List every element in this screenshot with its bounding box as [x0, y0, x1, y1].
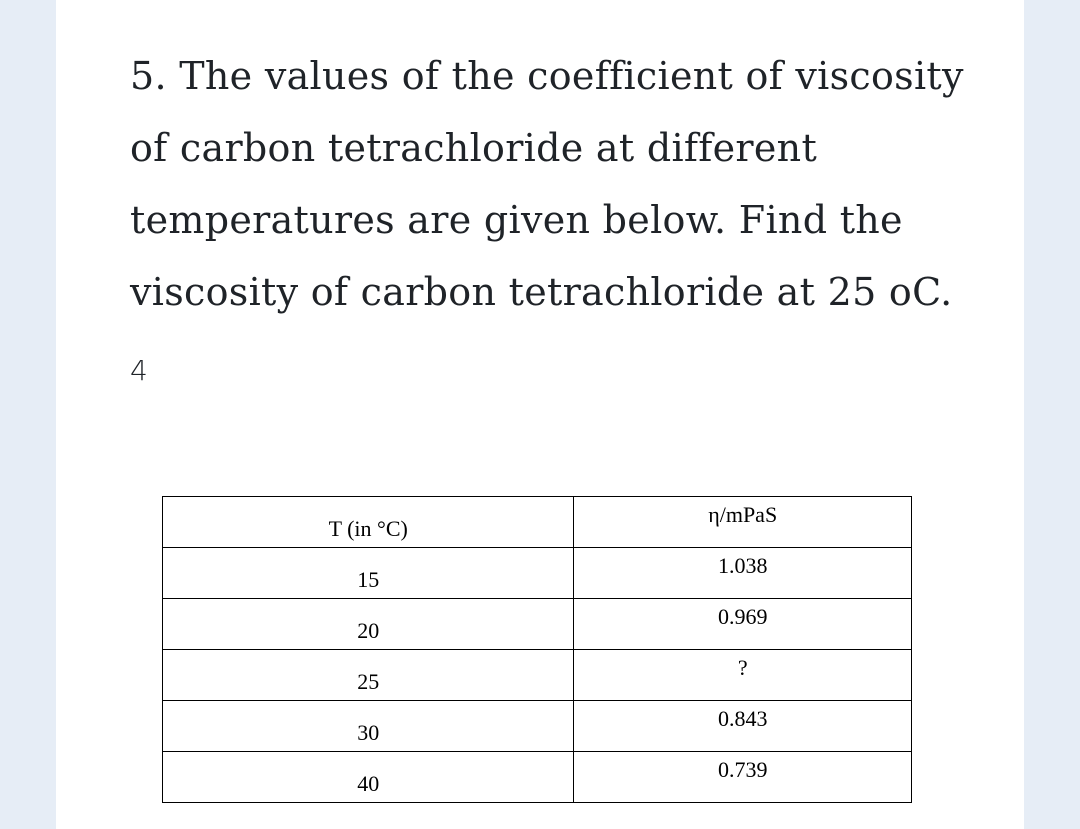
temperature-value: 40 — [357, 771, 380, 796]
temperature-cell — [163, 752, 574, 803]
header-viscosity — [574, 497, 912, 548]
temperature-cell — [163, 599, 574, 650]
viscosity-cell — [574, 701, 912, 752]
temperature-cell — [163, 548, 574, 599]
viscosity-value: 0.969 — [717, 604, 768, 629]
table-row — [163, 701, 912, 752]
question-line: temperatures are given below. Find the — [130, 198, 903, 242]
marks-value: 4 — [130, 354, 148, 387]
table-row — [163, 752, 912, 803]
table-header-row — [163, 497, 912, 548]
temperature-cell — [163, 701, 574, 752]
table-row — [163, 599, 912, 650]
question-line: 5. The values of the coefficient of viscosity — [130, 54, 964, 98]
viscosity-value: 0.843 — [717, 706, 768, 731]
header-temperature-label: T (in °C) — [328, 516, 408, 541]
question-card — [56, 0, 1024, 829]
temperature-value: 15 — [357, 567, 380, 592]
question-line: viscosity of carbon tetrachloride at 25 oC. — [130, 270, 953, 314]
viscosity-value: ? — [737, 655, 748, 680]
header-temperature — [163, 497, 574, 548]
question-text — [130, 40, 970, 328]
viscosity-cell — [574, 599, 912, 650]
table-row — [163, 650, 912, 701]
question-line: of carbon tetrachloride at different — [130, 126, 818, 170]
temperature-cell — [163, 650, 574, 701]
temperature-value: 30 — [357, 720, 380, 745]
viscosity-cell — [574, 650, 912, 701]
table-row — [163, 548, 912, 599]
viscosity-value: 1.038 — [717, 553, 768, 578]
temperature-value: 25 — [357, 669, 380, 694]
viscosity-table — [162, 496, 912, 803]
viscosity-cell — [574, 548, 912, 599]
temperature-value: 20 — [357, 618, 380, 643]
viscosity-cell — [574, 752, 912, 803]
header-viscosity-label: η/mPaS — [708, 502, 778, 527]
viscosity-value: 0.739 — [717, 757, 768, 782]
